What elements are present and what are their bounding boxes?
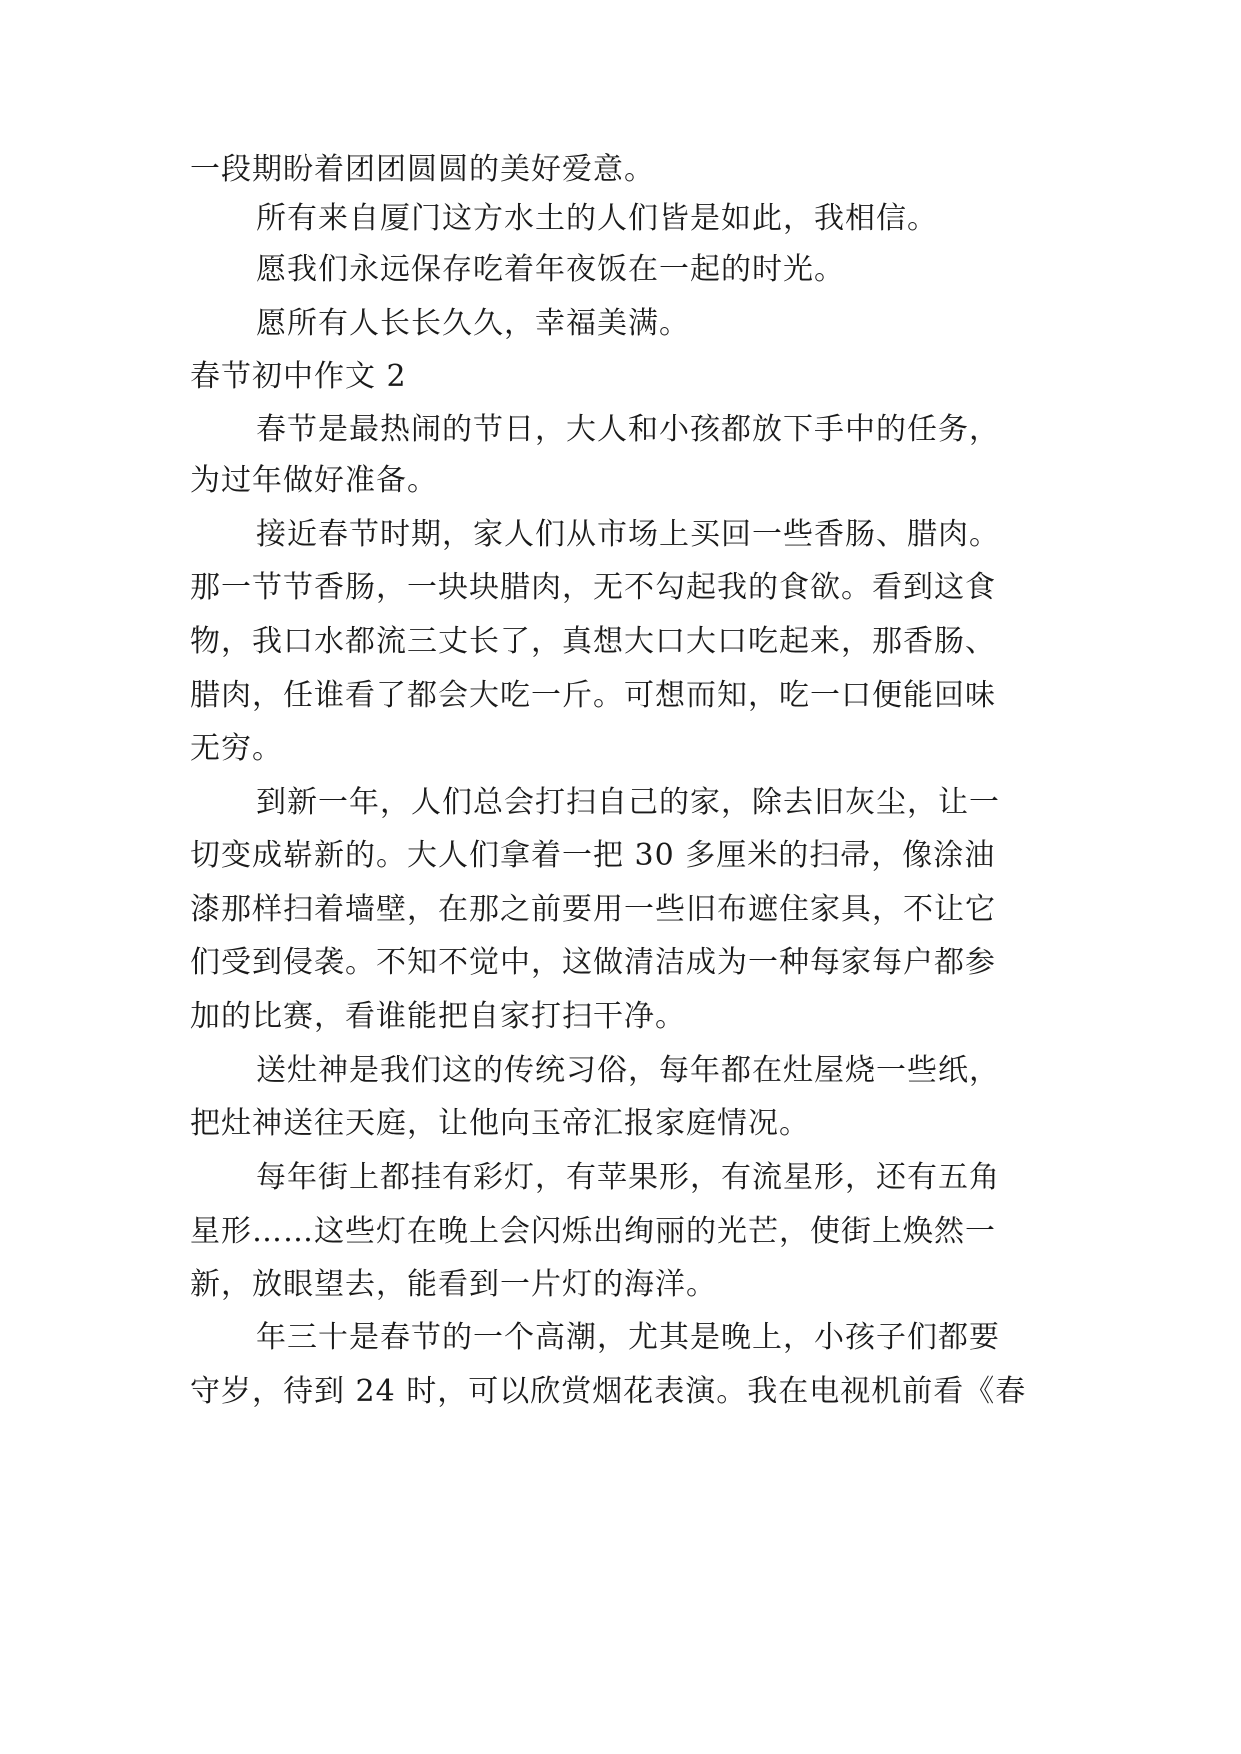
text-line: 漆那样扫着墙壁，在那之前要用一些旧布遮住家具，不让它 [190,892,996,927]
text-line: 加的比赛，看谁能把自家打扫干净。 [190,999,686,1034]
text-line: 所有来自厦门这方水土的人们皆是如此，我相信。 [256,201,938,236]
text-line: 愿所有人长长久久，幸福美满。 [256,306,690,341]
text-line: 送灶神是我们这的传统习俗，每年都在灶屋烧一些纸， [256,1053,1000,1088]
text-line: 春节是最热闹的节日，大人和小孩都放下手中的任务， [256,412,1000,447]
text-line: 切变成崭新的。大人们拿着一把 30 多厘米的扫帚，像涂油 [190,838,996,873]
text-line: 接近春节时期，家人们从市场上买回一些香肠、腊肉。 [256,517,1000,552]
text-line: 物，我口水都流三丈长了，真想大口大口吃起来，那香肠、 [190,624,996,659]
text-line: 那一节节香肠，一块块腊肉，无不勾起我的食欲。看到这食 [190,570,996,605]
text-line: 一段期盼着团团圆圆的美好爱意。 [190,152,655,187]
text-line: 星形……这些灯在晚上会闪烁出绚丽的光芒，使街上焕然一 [190,1214,996,1249]
section-heading: 春节初中作文 2 [190,359,407,394]
text-line: 新，放眼望去，能看到一片灯的海洋。 [190,1267,717,1302]
text-line: 每年街上都挂有彩灯，有苹果形，有流星形，还有五角 [256,1160,1000,1195]
text-line: 们受到侵袭。不知不觉中，这做清洁成为一种每家每户都参 [190,945,996,980]
text-line: 到新一年，人们总会打扫自己的家，除去旧灰尘，让一 [256,785,1000,820]
text-line: 把灶神送往天庭，让他向玉帝汇报家庭情况。 [190,1106,810,1141]
text-line: 为过年做好准备。 [190,463,438,498]
text-line: 无穷。 [190,731,283,766]
text-line: 守岁，待到 24 时，可以欣赏烟花表演。我在电视机前看《春 [190,1374,1027,1409]
text-line: 年三十是春节的一个高潮，尤其是晚上，小孩子们都要 [256,1320,1000,1355]
text-line: 腊肉，任谁看了都会大吃一斤。可想而知，吃一口便能回味 [190,678,996,713]
text-line: 愿我们永远保存吃着年夜饭在一起的时光。 [256,252,845,287]
